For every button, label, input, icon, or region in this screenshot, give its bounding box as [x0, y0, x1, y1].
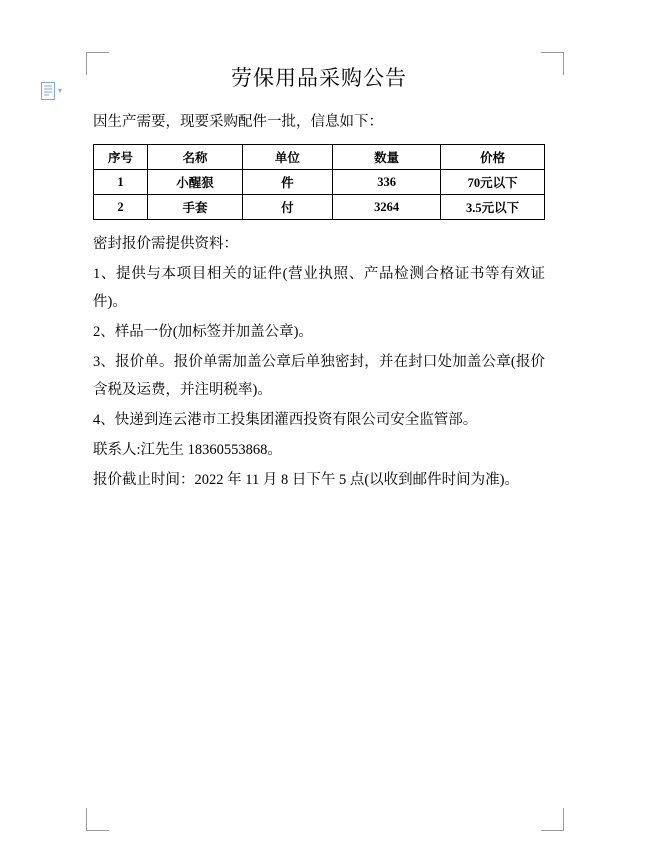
table-header-cell: 价格	[441, 145, 545, 170]
table-header-row	[94, 145, 545, 170]
table-header-cell: 序号	[94, 145, 148, 170]
requirement-item-4: 4、快递到连云港市工投集团灌西投资有限公司安全监管部。	[93, 412, 478, 428]
table-header-cell: 数量	[333, 145, 441, 170]
table-cell: 付	[242, 195, 332, 220]
table-cell: 1	[94, 170, 148, 195]
contact-line: 联系人:江先生 18360553868。	[93, 442, 282, 458]
table-cell: 336	[333, 170, 441, 195]
crop-mark-bottom-left	[86, 808, 109, 831]
table-cell: 小醒狠	[148, 170, 243, 195]
goods-table	[93, 144, 545, 220]
table-row	[94, 195, 545, 220]
table-header-cell: 名称	[148, 145, 243, 170]
table-cell: 70元以下	[441, 170, 545, 195]
page-title: 劳保用品采购公告	[231, 66, 407, 90]
table-cell: 2	[94, 195, 148, 220]
intro-paragraph: 因生产需要，现要采购配件一批，信息如下：	[93, 114, 383, 130]
table-cell: 件	[242, 170, 332, 195]
table-header-cell: 单位	[242, 145, 332, 170]
section-label: 密封报价需提供资料：	[93, 236, 238, 252]
requirement-item-3: 3、报价单。报价单需加盖公章后单独密封，并在封口处加盖公章(报价含税及运费，并注明税率)。	[93, 354, 545, 398]
crop-mark-bottom-right	[541, 808, 564, 831]
table-cell: 手套	[148, 195, 243, 220]
requirement-item-2: 2、样品一份(加标签并加盖公章)。	[93, 324, 313, 340]
deadline-line: 报价截止时间：2022 年 11 月 8 日下午 5 点(以收到邮件时间为准)。	[93, 472, 519, 488]
table-cell: 3264	[333, 195, 441, 220]
document-content	[93, 62, 545, 496]
document-icon[interactable]	[41, 80, 63, 102]
requirement-item-1: 1、提供与本项目相关的证件(营业执照、产品检测合格证书等有效证件)。	[93, 266, 545, 310]
table-row	[94, 170, 545, 195]
chevron-down-icon: ▾	[58, 86, 63, 95]
table-cell: 3.5元以下	[441, 195, 545, 220]
